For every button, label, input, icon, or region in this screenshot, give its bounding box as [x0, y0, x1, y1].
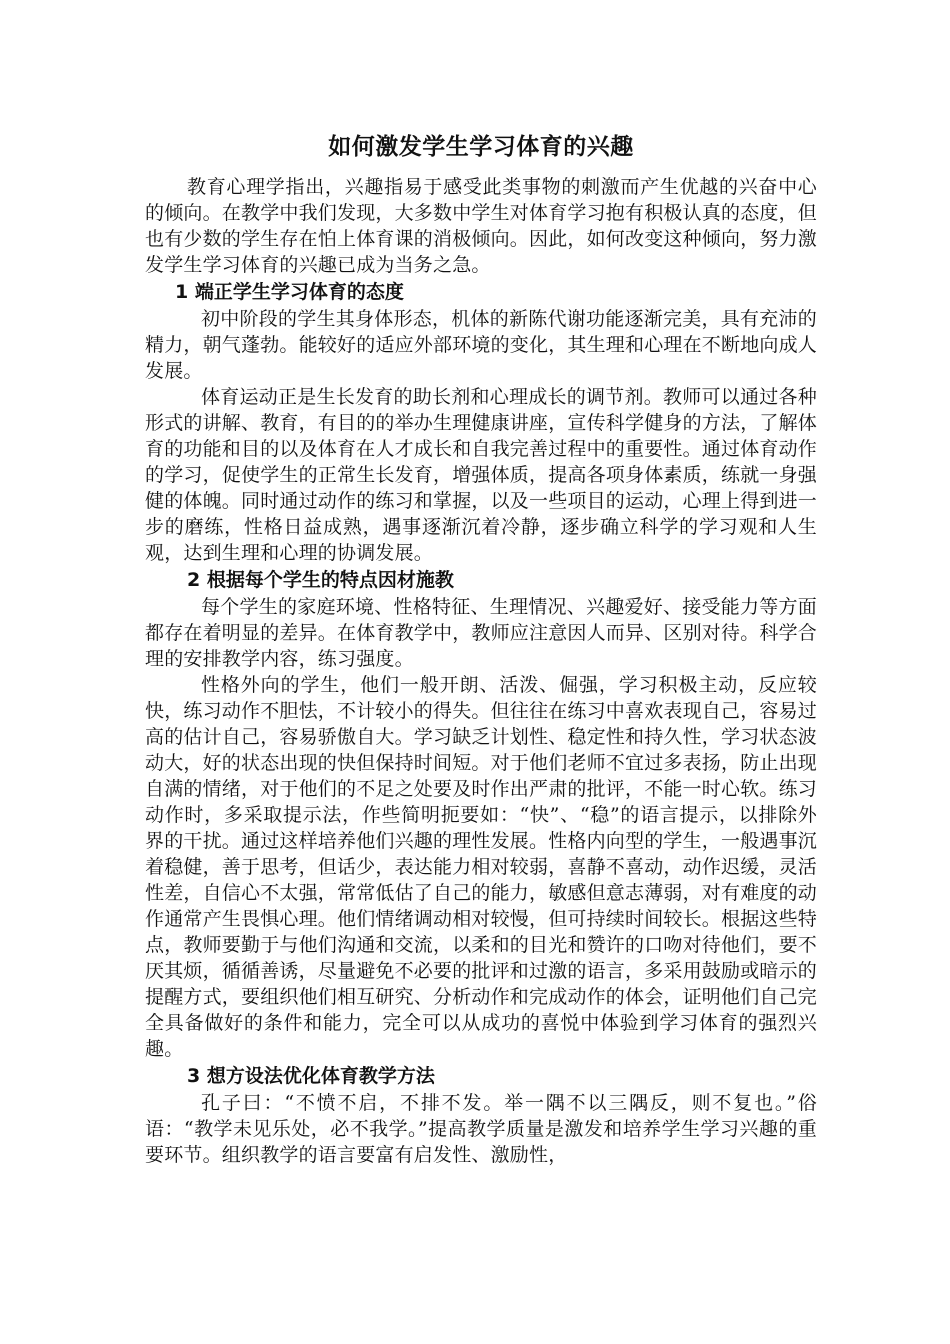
section-1-paragraph-1: 初中阶段的学生其身体形态，机体的新陈代谢功能逐渐完美，具有充沛的精力，朝气蓬勃。能较好的适应外部环境的变化，其生理和心理在不断地向成人发展。	[145, 308, 818, 382]
section-1-paragraph-2: 体育运动正是生长发育的助长剂和心理成长的调节剂。教师可以通过各种形式的讲解、教育，有目的的举办生理健康讲座，宣传科学健身的方法，了解体育的功能和目的以及体育在人才成长和自我完善过程中的重要性。通过体育动作的学习，促使学生的正常生长发育，增强体质，提高各项身体素质，练就一身强健的体魄。同时通过动作的练习和掌握，以及一些项目的运动，心理上得到进一步的磨练，性格日益成熟，遇事逐渐沉着冷静，逐步确立科学的学习观和人生观，达到生理和心理的协调发展。	[145, 386, 818, 564]
section-2-paragraph-2: 性格外向的学生，他们一般开朗、活泼、倔强，学习积极主动，反应较快，练习动作不胆怯，不计较小的得失。但往往在练习中喜欢表现自己，容易过高的估计自己，容易骄傲自大。学习缺乏计划性、稳定性和持久性，学习状态波动大，好的状态出现的快但保持时间短。对于他们老师不宜过多表扬，防止出现自满的情绪，对于他们的不足之处要及时作出严肃的批评，不能一时心软。练习动作时，多采取提示法，作些简明扼要如：“快”、“稳”的语言提示，以排除外界的干扰。通过这样培养他们兴趣的理性发展。性格内向型的学生，一般遇事沉着稳健，善于思考，但话少，表达能力相对较弱，喜静不喜动，动作迟缓，灵活性差，自信心不太强，常常低估了自己的能力，敏感但意志薄弱，对有难度的动作通常产生畏惧心理。他们情绪调动相对较慢，但可持续时间较长。根据这些特点，教师要勤于与他们沟通和交流，以柔和的目光和赞许的口吻对待他们，要不厌其烦，循循善诱，尽量避免不必要的批评和过激的语言，多采用鼓励或暗示的提醒方式，要组织他们相互研究、分析动作和完成动作的体会，证明他们自己完全具备做好的条件和能力，完全可以从成功的喜悦中体验到学习体育的强烈兴趣。	[145, 674, 818, 1060]
section-3-paragraph-1: 孔子曰：“不愤不启，不排不发。举一隅不以三隅反，则不复也。”俗语：“教学未见乐处，必不我学。”提高教学质量是激发和培养学生学习兴趣的重要环节。组织教学的语言要富有启发性、激励性，	[145, 1092, 817, 1166]
document-title: 如何激发学生学习体育的兴趣	[328, 134, 634, 160]
section-1-heading: 1 端正学生学习体育的态度	[175, 281, 404, 303]
section-3-heading: 3 想方设法优化体育教学方法	[187, 1065, 435, 1087]
section-2-heading: 2 根据每个学生的特点因材施教	[187, 569, 454, 591]
document-page	[145, 130, 817, 1168]
section-2-paragraph-1: 每个学生的家庭环境、性格特征、生理情况、兴趣爱好、接受能力等方面都存在着明显的差异。在体育教学中，教师应注意因人而异、区别对待。科学合理的安排教学内容，练习强度。	[145, 596, 818, 670]
intro-paragraph: 教育心理学指出，兴趣指易于感受此类事物的刺激而产生优越的兴奋中心的倾向。在教学中我们发现，大多数中学生对体育学习抱有积极认真的态度，但也有少数的学生存在怕上体育课的消极倾向。因此，如何改变这种倾向，努力激发学生学习体育的兴趣已成为当务之急。	[145, 176, 818, 276]
